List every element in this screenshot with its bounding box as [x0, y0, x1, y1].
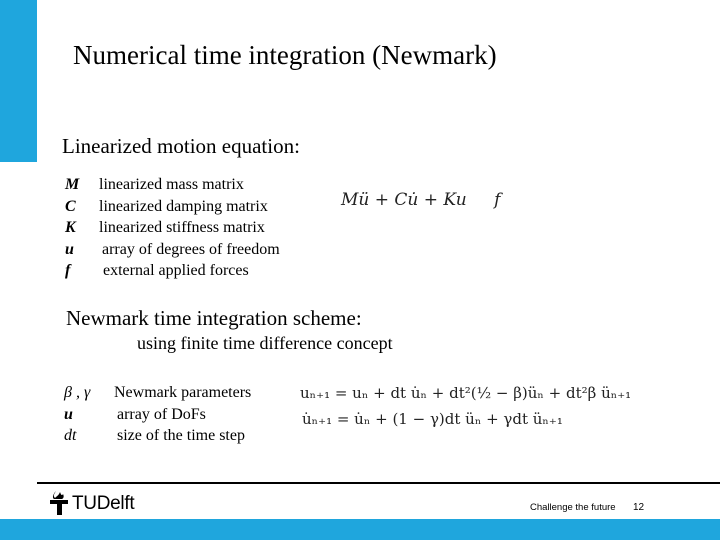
definition-symbol: M — [65, 176, 80, 193]
definition-symbol: f — [65, 262, 71, 279]
footer-tagline: Challenge the future — [530, 502, 616, 513]
motion-equation-rhs: f — [494, 190, 501, 210]
definition-text: array of degrees of freedom — [102, 240, 280, 258]
logo-wordmark: TUDelft — [72, 493, 135, 514]
definition-row-time-step — [64, 425, 251, 447]
definition-text: size of the time step — [117, 427, 245, 444]
definition-text: array of DoFs — [117, 405, 206, 423]
definitions-table-motion — [65, 174, 280, 282]
definition-symbol: dt — [64, 427, 77, 444]
accent-bar — [0, 0, 37, 162]
tu-delft-flame-icon — [45, 489, 73, 517]
page-number: 12 — [633, 502, 645, 513]
definition-text: linearized stiffness matrix — [99, 219, 265, 236]
definition-row-stiffness — [65, 217, 280, 239]
footer-divider — [37, 482, 720, 484]
motion-equation — [341, 190, 500, 210]
definition-row-parameters — [64, 382, 251, 404]
footer-accent-band — [0, 519, 720, 540]
definition-text: external applied forces — [103, 262, 249, 279]
definition-row-mass — [65, 174, 280, 196]
definition-text: linearized mass matrix — [99, 176, 244, 193]
definition-symbol: K — [65, 219, 76, 236]
section-heading-newmark: Newmark time integration scheme: — [66, 306, 362, 330]
definition-symbol: β , γ — [64, 384, 91, 401]
newmark-displacement-equation: uₙ₊₁ = uₙ + dt u̇ₙ + dt²(½ − β)üₙ + dt²β üₙ₊₁ — [300, 384, 632, 402]
definition-symbol: u — [64, 405, 73, 423]
definition-symbol: u — [65, 240, 74, 258]
definition-row-dofs — [64, 404, 251, 426]
motion-equation-lhs: Mü + Cu̇ + Ku — [341, 190, 467, 210]
definition-row-damping — [65, 196, 280, 218]
slide-title: Numerical time integration (Newmark) — [73, 40, 497, 70]
newmark-velocity-equation: u̇ₙ₊₁ = u̇ₙ + (1 − γ)dt üₙ + γdt üₙ₊₁ — [302, 410, 563, 428]
definition-text: linearized damping matrix — [99, 197, 268, 215]
definition-row-forces — [65, 260, 280, 282]
tu-delft-logo — [45, 489, 135, 517]
definition-symbol: C — [65, 197, 76, 215]
section-subheading-finite-difference: using finite time difference concept — [137, 333, 393, 353]
definition-text: Newmark parameters — [114, 384, 252, 401]
definitions-table-newmark — [64, 382, 251, 447]
section-heading-motion-equation: Linearized motion equation: — [62, 134, 300, 158]
definition-row-dofs — [65, 239, 280, 261]
